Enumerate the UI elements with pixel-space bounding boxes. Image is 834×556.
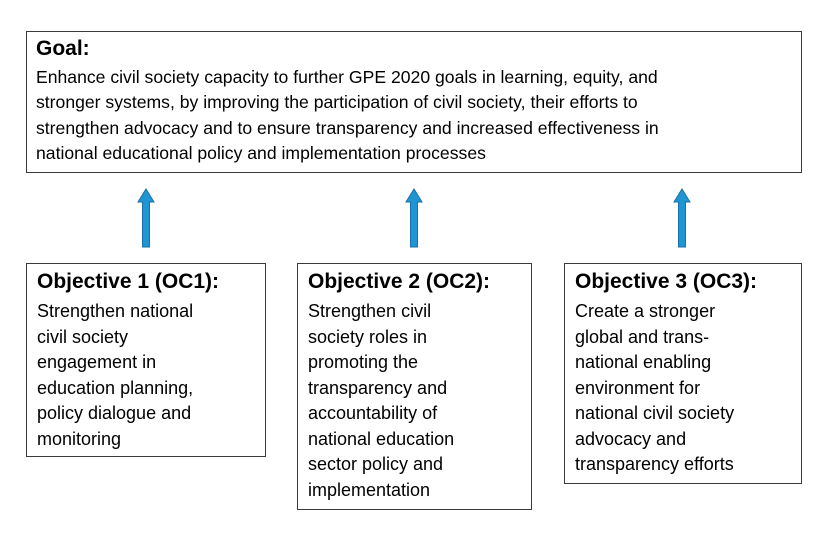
- goal-text: Enhance civil society capacity to further GPE 2020 goals in learning, equity, and stronger systems, by improving the participation of civil society, their efforts to strengthen advocacy and to ensure transparency and increased effectiveness in national educational policy and implementation processes: [36, 67, 659, 163]
- objective-1-box: [26, 263, 266, 457]
- objective-3-text: Create a stronger global and trans- national enabling environment for national civil society advocacy and transparency efforts: [575, 301, 735, 474]
- up-arrow-icon: [137, 188, 155, 248]
- objective-1-text: Strengthen national civil society engagement in education planning, policy dialogue and monitoring: [37, 301, 194, 449]
- objective-3-box: [564, 263, 802, 484]
- objective-1-title: Objective 1 (OC1):: [37, 270, 220, 293]
- goal-title: Goal:: [36, 37, 90, 60]
- goal-box: [26, 31, 802, 173]
- up-arrow-icon: [405, 188, 423, 248]
- objective-2-box: [297, 263, 532, 510]
- objective-3-title: Objective 3 (OC3):: [575, 270, 758, 293]
- up-arrow-icon: [673, 188, 691, 248]
- objective-2-title: Objective 2 (OC2):: [308, 270, 491, 293]
- objective-2-text: Strengthen civil society roles in promoting the transparency and accountability of national education sector policy and implementation: [308, 301, 455, 500]
